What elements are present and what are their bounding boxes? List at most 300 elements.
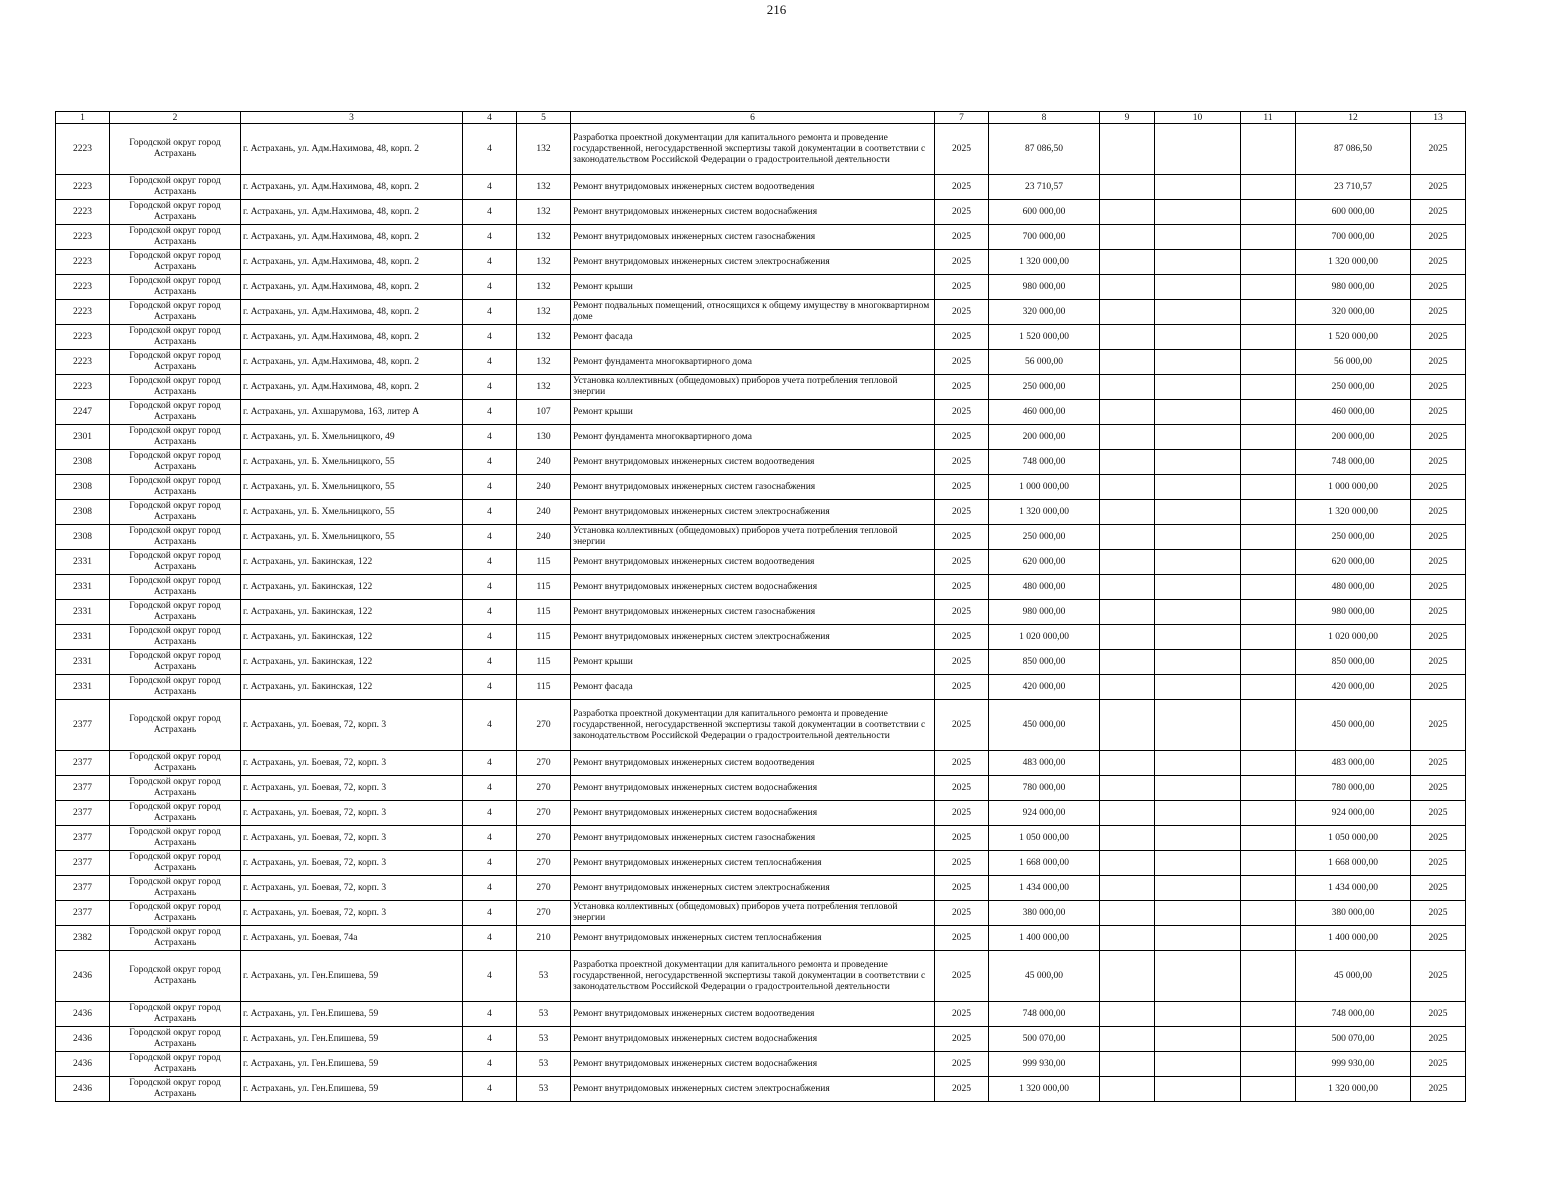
column-12-cell: 1 400 000,00 bbox=[1296, 926, 1411, 951]
house-id-cell: 2331 bbox=[56, 675, 110, 700]
work-type-cell: Ремонт внутридомовых инженерных систем электроснабжения bbox=[571, 500, 935, 525]
column-11-cell bbox=[1241, 751, 1296, 776]
address-cell: г. Астрахань, ул. Бакинская, 122 bbox=[241, 625, 463, 650]
address-cell: г. Астрахань, ул. Б. Хмельницкого, 55 bbox=[241, 525, 463, 550]
column-10-cell bbox=[1155, 400, 1241, 425]
table-row bbox=[56, 751, 1466, 776]
column-4-cell: 4 bbox=[463, 1052, 517, 1077]
year-cell: 2025 bbox=[935, 375, 989, 400]
address-cell: г. Астрахань, ул. Бакинская, 122 bbox=[241, 550, 463, 575]
municipality-cell: Городской округ город Астрахань bbox=[110, 1027, 241, 1052]
column-9-cell bbox=[1100, 951, 1155, 1002]
column-12-cell: 250 000,00 bbox=[1296, 525, 1411, 550]
column-10-cell bbox=[1155, 1052, 1241, 1077]
column-4-cell: 4 bbox=[463, 776, 517, 801]
column-5-cell: 240 bbox=[517, 500, 571, 525]
column-11-cell bbox=[1241, 124, 1296, 175]
table-row bbox=[56, 600, 1466, 625]
column-13-cell: 2025 bbox=[1411, 1002, 1466, 1027]
table-row bbox=[56, 700, 1466, 751]
column-10-cell bbox=[1155, 425, 1241, 450]
house-id-cell: 2223 bbox=[56, 300, 110, 325]
column-9-cell bbox=[1100, 926, 1155, 951]
year-cell: 2025 bbox=[935, 650, 989, 675]
column-9-cell bbox=[1100, 1052, 1155, 1077]
house-id-cell: 2223 bbox=[56, 250, 110, 275]
column-header-2: 2 bbox=[110, 112, 241, 124]
address-cell: г. Астрахань, ул. Адм.Нахимова, 48, корп. 2 bbox=[241, 350, 463, 375]
column-9-cell bbox=[1100, 475, 1155, 500]
column-9-cell bbox=[1100, 525, 1155, 550]
column-9-cell bbox=[1100, 375, 1155, 400]
municipality-cell: Городской округ город Астрахань bbox=[110, 1077, 241, 1102]
work-type-cell: Ремонт внутридомовых инженерных систем водоотведения bbox=[571, 175, 935, 200]
column-12-cell: 1 050 000,00 bbox=[1296, 826, 1411, 851]
column-4-cell: 4 bbox=[463, 500, 517, 525]
column-10-cell bbox=[1155, 325, 1241, 350]
house-id-cell: 2308 bbox=[56, 475, 110, 500]
table-row bbox=[56, 525, 1466, 550]
column-12-cell: 460 000,00 bbox=[1296, 400, 1411, 425]
total-cost-cell: 924 000,00 bbox=[989, 801, 1100, 826]
work-type-cell: Ремонт внутридомовых инженерных систем теплоснабжения bbox=[571, 851, 935, 876]
year-cell: 2025 bbox=[935, 450, 989, 475]
column-number-row bbox=[56, 112, 1466, 124]
address-cell: г. Астрахань, ул. Адм.Нахимова, 48, корп. 2 bbox=[241, 325, 463, 350]
year-cell: 2025 bbox=[935, 275, 989, 300]
municipality-cell: Городской округ город Астрахань bbox=[110, 751, 241, 776]
table-row bbox=[56, 450, 1466, 475]
column-10-cell bbox=[1155, 475, 1241, 500]
column-4-cell: 4 bbox=[463, 450, 517, 475]
work-type-cell: Ремонт внутридомовых инженерных систем теплоснабжения bbox=[571, 926, 935, 951]
house-id-cell: 2223 bbox=[56, 325, 110, 350]
total-cost-cell: 980 000,00 bbox=[989, 275, 1100, 300]
column-header-4: 4 bbox=[463, 112, 517, 124]
work-type-cell: Ремонт внутридомовых инженерных систем водоснабжения bbox=[571, 776, 935, 801]
year-cell: 2025 bbox=[935, 175, 989, 200]
column-5-cell: 270 bbox=[517, 876, 571, 901]
column-13-cell: 2025 bbox=[1411, 550, 1466, 575]
work-type-cell: Разработка проектной документации для капитального ремонта и проведение государственной, негосударственной экспертизы такой документации в соответствии с законодательством Российской Федерации о градостроительной деятельности bbox=[571, 700, 935, 751]
total-cost-cell: 45 000,00 bbox=[989, 951, 1100, 1002]
year-cell: 2025 bbox=[935, 826, 989, 851]
house-id-cell: 2377 bbox=[56, 700, 110, 751]
column-12-cell: 380 000,00 bbox=[1296, 901, 1411, 926]
column-header-1: 1 bbox=[56, 112, 110, 124]
total-cost-cell: 1 320 000,00 bbox=[989, 500, 1100, 525]
municipality-cell: Городской округ город Астрахань bbox=[110, 200, 241, 225]
column-13-cell: 2025 bbox=[1411, 525, 1466, 550]
column-5-cell: 115 bbox=[517, 675, 571, 700]
column-5-cell: 115 bbox=[517, 650, 571, 675]
column-header-7: 7 bbox=[935, 112, 989, 124]
column-10-cell bbox=[1155, 826, 1241, 851]
total-cost-cell: 1 434 000,00 bbox=[989, 876, 1100, 901]
table-row bbox=[56, 250, 1466, 275]
column-5-cell: 132 bbox=[517, 124, 571, 175]
column-13-cell: 2025 bbox=[1411, 826, 1466, 851]
municipality-cell: Городской округ город Астрахань bbox=[110, 475, 241, 500]
municipality-cell: Городской округ город Астрахань bbox=[110, 675, 241, 700]
house-id-cell: 2223 bbox=[56, 175, 110, 200]
column-11-cell bbox=[1241, 600, 1296, 625]
column-4-cell: 4 bbox=[463, 826, 517, 851]
column-4-cell: 4 bbox=[463, 1002, 517, 1027]
column-4-cell: 4 bbox=[463, 625, 517, 650]
address-cell: г. Астрахань, ул. Б. Хмельницкого, 55 bbox=[241, 500, 463, 525]
column-12-cell: 999 930,00 bbox=[1296, 1052, 1411, 1077]
column-10-cell bbox=[1155, 876, 1241, 901]
work-type-cell: Установка коллективных (общедомовых) приборов учета потребления тепловой энергии bbox=[571, 901, 935, 926]
column-9-cell bbox=[1100, 675, 1155, 700]
year-cell: 2025 bbox=[935, 776, 989, 801]
municipality-cell: Городской округ город Астрахань bbox=[110, 425, 241, 450]
column-13-cell: 2025 bbox=[1411, 1077, 1466, 1102]
column-5-cell: 270 bbox=[517, 901, 571, 926]
address-cell: г. Астрахань, ул. Боевая, 72, корп. 3 bbox=[241, 901, 463, 926]
column-12-cell: 1 520 000,00 bbox=[1296, 325, 1411, 350]
table-row bbox=[56, 801, 1466, 826]
column-11-cell bbox=[1241, 675, 1296, 700]
column-11-cell bbox=[1241, 200, 1296, 225]
address-cell: г. Астрахань, ул. Ген.Епишева, 59 bbox=[241, 951, 463, 1002]
column-4-cell: 4 bbox=[463, 550, 517, 575]
column-12-cell: 1 668 000,00 bbox=[1296, 851, 1411, 876]
house-id-cell: 2377 bbox=[56, 901, 110, 926]
column-5-cell: 107 bbox=[517, 400, 571, 425]
column-10-cell bbox=[1155, 851, 1241, 876]
address-cell: г. Астрахань, ул. Боевая, 72, корп. 3 bbox=[241, 700, 463, 751]
column-11-cell bbox=[1241, 475, 1296, 500]
column-9-cell bbox=[1100, 350, 1155, 375]
column-10-cell bbox=[1155, 625, 1241, 650]
house-id-cell: 2377 bbox=[56, 851, 110, 876]
municipality-cell: Городской округ город Астрахань bbox=[110, 300, 241, 325]
column-9-cell bbox=[1100, 776, 1155, 801]
table-row bbox=[56, 625, 1466, 650]
year-cell: 2025 bbox=[935, 876, 989, 901]
column-13-cell: 2025 bbox=[1411, 751, 1466, 776]
year-cell: 2025 bbox=[935, 575, 989, 600]
year-cell: 2025 bbox=[935, 801, 989, 826]
column-9-cell bbox=[1100, 901, 1155, 926]
column-10-cell bbox=[1155, 650, 1241, 675]
column-12-cell: 480 000,00 bbox=[1296, 575, 1411, 600]
house-id-cell: 2436 bbox=[56, 951, 110, 1002]
column-13-cell: 2025 bbox=[1411, 625, 1466, 650]
column-11-cell bbox=[1241, 300, 1296, 325]
column-4-cell: 4 bbox=[463, 425, 517, 450]
year-cell: 2025 bbox=[935, 475, 989, 500]
column-10-cell bbox=[1155, 350, 1241, 375]
municipality-cell: Городской округ город Астрахань bbox=[110, 225, 241, 250]
table-row bbox=[56, 425, 1466, 450]
column-11-cell bbox=[1241, 625, 1296, 650]
year-cell: 2025 bbox=[935, 1002, 989, 1027]
table-row bbox=[56, 275, 1466, 300]
column-13-cell: 2025 bbox=[1411, 1027, 1466, 1052]
work-type-cell: Ремонт внутридомовых инженерных систем водоснабжения bbox=[571, 801, 935, 826]
column-13-cell: 2025 bbox=[1411, 926, 1466, 951]
column-5-cell: 115 bbox=[517, 600, 571, 625]
column-13-cell: 2025 bbox=[1411, 801, 1466, 826]
house-id-cell: 2331 bbox=[56, 575, 110, 600]
column-header-10: 10 bbox=[1155, 112, 1241, 124]
column-11-cell bbox=[1241, 500, 1296, 525]
total-cost-cell: 483 000,00 bbox=[989, 751, 1100, 776]
column-5-cell: 130 bbox=[517, 425, 571, 450]
column-5-cell: 132 bbox=[517, 225, 571, 250]
column-4-cell: 4 bbox=[463, 675, 517, 700]
column-5-cell: 270 bbox=[517, 751, 571, 776]
year-cell: 2025 bbox=[935, 926, 989, 951]
table-row bbox=[56, 175, 1466, 200]
table-row bbox=[56, 926, 1466, 951]
address-cell: г. Астрахань, ул. Адм.Нахимова, 48, корп. 2 bbox=[241, 200, 463, 225]
column-5-cell: 53 bbox=[517, 1077, 571, 1102]
table-row bbox=[56, 1002, 1466, 1027]
column-4-cell: 4 bbox=[463, 951, 517, 1002]
column-12-cell: 700 000,00 bbox=[1296, 225, 1411, 250]
column-12-cell: 850 000,00 bbox=[1296, 650, 1411, 675]
work-type-cell: Ремонт внутридомовых инженерных систем электроснабжения bbox=[571, 625, 935, 650]
total-cost-cell: 500 070,00 bbox=[989, 1027, 1100, 1052]
year-cell: 2025 bbox=[935, 325, 989, 350]
column-9-cell bbox=[1100, 550, 1155, 575]
municipality-cell: Городской округ город Астрахань bbox=[110, 776, 241, 801]
column-9-cell bbox=[1100, 425, 1155, 450]
total-cost-cell: 450 000,00 bbox=[989, 700, 1100, 751]
year-cell: 2025 bbox=[935, 124, 989, 175]
table-row bbox=[56, 901, 1466, 926]
total-cost-cell: 250 000,00 bbox=[989, 525, 1100, 550]
column-5-cell: 53 bbox=[517, 1052, 571, 1077]
municipality-cell: Городской округ город Астрахань bbox=[110, 951, 241, 1002]
table-row bbox=[56, 400, 1466, 425]
column-4-cell: 4 bbox=[463, 250, 517, 275]
address-cell: г. Астрахань, ул. Ген.Епишева, 59 bbox=[241, 1027, 463, 1052]
table-row bbox=[56, 876, 1466, 901]
municipality-cell: Городской округ город Астрахань bbox=[110, 650, 241, 675]
column-11-cell bbox=[1241, 450, 1296, 475]
column-13-cell: 2025 bbox=[1411, 250, 1466, 275]
work-type-cell: Ремонт внутридомовых инженерных систем водоотведения bbox=[571, 1002, 935, 1027]
municipality-cell: Городской округ город Астрахань bbox=[110, 550, 241, 575]
municipality-cell: Городской округ город Астрахань bbox=[110, 325, 241, 350]
column-12-cell: 23 710,57 bbox=[1296, 175, 1411, 200]
address-cell: г. Астрахань, ул. Бакинская, 122 bbox=[241, 600, 463, 625]
column-12-cell: 1 434 000,00 bbox=[1296, 876, 1411, 901]
address-cell: г. Астрахань, ул. Бакинская, 122 bbox=[241, 650, 463, 675]
column-5-cell: 115 bbox=[517, 550, 571, 575]
column-4-cell: 4 bbox=[463, 375, 517, 400]
table-row bbox=[56, 200, 1466, 225]
column-5-cell: 240 bbox=[517, 450, 571, 475]
column-13-cell: 2025 bbox=[1411, 851, 1466, 876]
column-5-cell: 53 bbox=[517, 1002, 571, 1027]
column-12-cell: 600 000,00 bbox=[1296, 200, 1411, 225]
column-5-cell: 132 bbox=[517, 200, 571, 225]
column-5-cell: 115 bbox=[517, 625, 571, 650]
table-row bbox=[56, 826, 1466, 851]
address-cell: г. Астрахань, ул. Ахшарумова, 163, литер А bbox=[241, 400, 463, 425]
column-12-cell: 924 000,00 bbox=[1296, 801, 1411, 826]
address-cell: г. Астрахань, ул. Бакинская, 122 bbox=[241, 575, 463, 600]
column-header-5: 5 bbox=[517, 112, 571, 124]
house-id-cell: 2331 bbox=[56, 600, 110, 625]
column-10-cell bbox=[1155, 1002, 1241, 1027]
address-cell: г. Астрахань, ул. Боевая, 72, корп. 3 bbox=[241, 826, 463, 851]
column-12-cell: 450 000,00 bbox=[1296, 700, 1411, 751]
column-9-cell bbox=[1100, 200, 1155, 225]
total-cost-cell: 700 000,00 bbox=[989, 225, 1100, 250]
column-13-cell: 2025 bbox=[1411, 776, 1466, 801]
column-9-cell bbox=[1100, 450, 1155, 475]
work-type-cell: Ремонт крыши bbox=[571, 650, 935, 675]
column-4-cell: 4 bbox=[463, 600, 517, 625]
house-id-cell: 2331 bbox=[56, 550, 110, 575]
municipality-cell: Городской округ город Астрахань bbox=[110, 851, 241, 876]
column-10-cell bbox=[1155, 951, 1241, 1002]
column-5-cell: 240 bbox=[517, 525, 571, 550]
column-5-cell: 270 bbox=[517, 776, 571, 801]
column-10-cell bbox=[1155, 225, 1241, 250]
column-header-8: 8 bbox=[989, 112, 1100, 124]
municipality-cell: Городской округ город Астрахань bbox=[110, 876, 241, 901]
column-4-cell: 4 bbox=[463, 225, 517, 250]
column-12-cell: 748 000,00 bbox=[1296, 450, 1411, 475]
column-4-cell: 4 bbox=[463, 1027, 517, 1052]
column-9-cell bbox=[1100, 325, 1155, 350]
total-cost-cell: 1 320 000,00 bbox=[989, 1077, 1100, 1102]
municipality-cell: Городской округ город Астрахань bbox=[110, 575, 241, 600]
column-13-cell: 2025 bbox=[1411, 325, 1466, 350]
address-cell: г. Астрахань, ул. Адм.Нахимова, 48, корп. 2 bbox=[241, 250, 463, 275]
column-4-cell: 4 bbox=[463, 350, 517, 375]
house-id-cell: 2308 bbox=[56, 525, 110, 550]
column-12-cell: 45 000,00 bbox=[1296, 951, 1411, 1002]
column-header-13: 13 bbox=[1411, 112, 1466, 124]
column-11-cell bbox=[1241, 575, 1296, 600]
column-4-cell: 4 bbox=[463, 475, 517, 500]
total-cost-cell: 460 000,00 bbox=[989, 400, 1100, 425]
column-5-cell: 132 bbox=[517, 375, 571, 400]
column-11-cell bbox=[1241, 400, 1296, 425]
column-4-cell: 4 bbox=[463, 200, 517, 225]
work-type-cell: Ремонт внутридомовых инженерных систем газоснабжения bbox=[571, 475, 935, 500]
column-9-cell bbox=[1100, 250, 1155, 275]
house-id-cell: 2436 bbox=[56, 1002, 110, 1027]
column-13-cell: 2025 bbox=[1411, 951, 1466, 1002]
work-type-cell: Установка коллективных (общедомовых) приборов учета потребления тепловой энергии bbox=[571, 525, 935, 550]
total-cost-cell: 1 050 000,00 bbox=[989, 826, 1100, 851]
total-cost-cell: 600 000,00 bbox=[989, 200, 1100, 225]
column-13-cell: 2025 bbox=[1411, 575, 1466, 600]
column-4-cell: 4 bbox=[463, 751, 517, 776]
table-row bbox=[56, 1027, 1466, 1052]
year-cell: 2025 bbox=[935, 250, 989, 275]
column-4-cell: 4 bbox=[463, 525, 517, 550]
work-type-cell: Ремонт крыши bbox=[571, 400, 935, 425]
column-12-cell: 1 000 000,00 bbox=[1296, 475, 1411, 500]
column-4-cell: 4 bbox=[463, 300, 517, 325]
year-cell: 2025 bbox=[935, 1077, 989, 1102]
table-row bbox=[56, 550, 1466, 575]
column-11-cell bbox=[1241, 350, 1296, 375]
column-11-cell bbox=[1241, 275, 1296, 300]
column-9-cell bbox=[1100, 801, 1155, 826]
total-cost-cell: 780 000,00 bbox=[989, 776, 1100, 801]
column-header-3: 3 bbox=[241, 112, 463, 124]
municipality-cell: Городской округ город Астрахань bbox=[110, 801, 241, 826]
column-13-cell: 2025 bbox=[1411, 600, 1466, 625]
address-cell: г. Астрахань, ул. Адм.Нахимова, 48, корп. 2 bbox=[241, 225, 463, 250]
column-5-cell: 132 bbox=[517, 250, 571, 275]
column-12-cell: 200 000,00 bbox=[1296, 425, 1411, 450]
house-id-cell: 2308 bbox=[56, 450, 110, 475]
column-10-cell bbox=[1155, 250, 1241, 275]
column-12-cell: 980 000,00 bbox=[1296, 275, 1411, 300]
column-11-cell bbox=[1241, 325, 1296, 350]
column-11-cell bbox=[1241, 1002, 1296, 1027]
house-id-cell: 2223 bbox=[56, 375, 110, 400]
house-id-cell: 2308 bbox=[56, 500, 110, 525]
table-row bbox=[56, 675, 1466, 700]
column-10-cell bbox=[1155, 1077, 1241, 1102]
year-cell: 2025 bbox=[935, 400, 989, 425]
table-row bbox=[56, 500, 1466, 525]
work-type-cell: Ремонт фундамента многоквартирного дома bbox=[571, 350, 935, 375]
column-4-cell: 4 bbox=[463, 400, 517, 425]
column-11-cell bbox=[1241, 650, 1296, 675]
column-11-cell bbox=[1241, 926, 1296, 951]
address-cell: г. Астрахань, ул. Адм.Нахимова, 48, корп. 2 bbox=[241, 300, 463, 325]
address-cell: г. Астрахань, ул. Боевая, 72, корп. 3 bbox=[241, 876, 463, 901]
total-cost-cell: 56 000,00 bbox=[989, 350, 1100, 375]
work-type-cell: Ремонт подвальных помещений, относящихся к общему имуществу в многоквартирном доме bbox=[571, 300, 935, 325]
column-5-cell: 132 bbox=[517, 325, 571, 350]
column-13-cell: 2025 bbox=[1411, 350, 1466, 375]
column-13-cell: 2025 bbox=[1411, 450, 1466, 475]
column-11-cell bbox=[1241, 525, 1296, 550]
column-9-cell bbox=[1100, 124, 1155, 175]
address-cell: г. Астрахань, ул. Адм.Нахимова, 48, корп. 2 bbox=[241, 175, 463, 200]
column-9-cell bbox=[1100, 650, 1155, 675]
total-cost-cell: 980 000,00 bbox=[989, 600, 1100, 625]
address-cell: г. Астрахань, ул. Боевая, 72, корп. 3 bbox=[241, 851, 463, 876]
work-type-cell: Ремонт внутридомовых инженерных систем газоснабжения bbox=[571, 600, 935, 625]
column-5-cell: 210 bbox=[517, 926, 571, 951]
column-header-6: 6 bbox=[571, 112, 935, 124]
house-id-cell: 2223 bbox=[56, 225, 110, 250]
total-cost-cell: 480 000,00 bbox=[989, 575, 1100, 600]
total-cost-cell: 1 000 000,00 bbox=[989, 475, 1100, 500]
table-row bbox=[56, 851, 1466, 876]
municipality-cell: Городской округ город Астрахань bbox=[110, 826, 241, 851]
year-cell: 2025 bbox=[935, 200, 989, 225]
column-13-cell: 2025 bbox=[1411, 475, 1466, 500]
column-9-cell bbox=[1100, 575, 1155, 600]
work-type-cell: Ремонт фундамента многоквартирного дома bbox=[571, 425, 935, 450]
municipality-cell: Городской округ город Астрахань bbox=[110, 901, 241, 926]
work-type-cell: Ремонт внутридомовых инженерных систем газоснабжения bbox=[571, 826, 935, 851]
year-cell: 2025 bbox=[935, 851, 989, 876]
table-body bbox=[56, 124, 1466, 1102]
address-cell: г. Астрахань, ул. Ген.Епишева, 59 bbox=[241, 1052, 463, 1077]
column-12-cell: 250 000,00 bbox=[1296, 375, 1411, 400]
column-11-cell bbox=[1241, 1027, 1296, 1052]
